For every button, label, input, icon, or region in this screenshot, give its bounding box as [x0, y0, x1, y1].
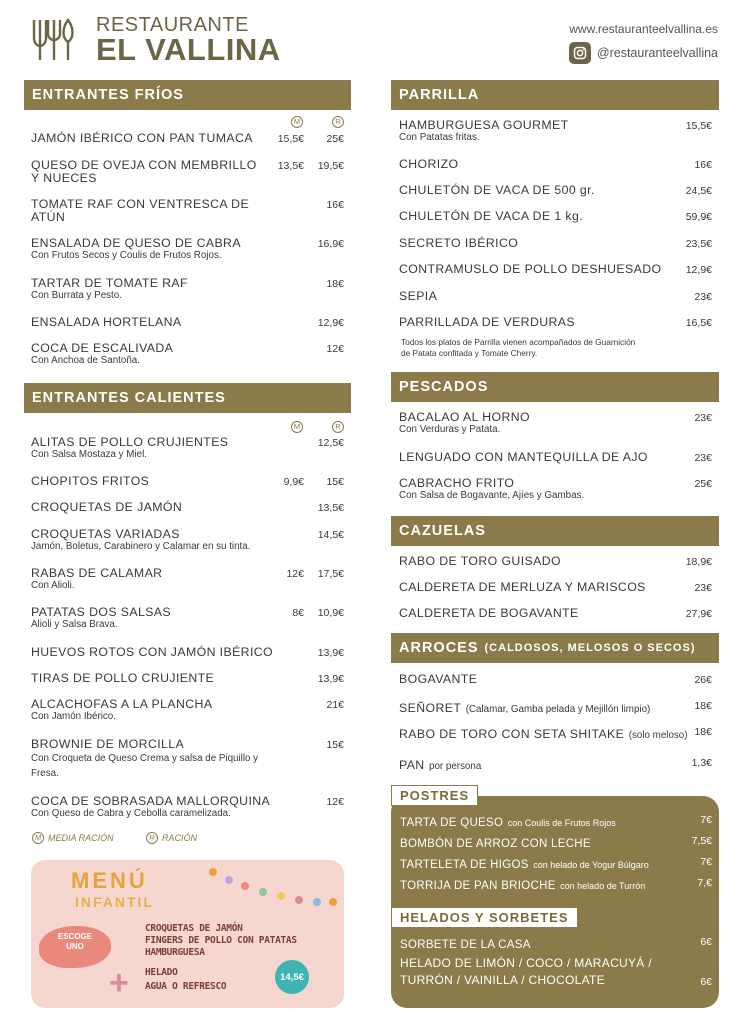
kids-menu-price: 14,5€ — [275, 960, 309, 994]
item-description: Con Salsa de Bogavante, Ajíes y Gambas. — [399, 490, 585, 501]
item-description-line2: Fresa. — [31, 768, 59, 779]
dessert-item — [400, 855, 712, 873]
legend-label: RACIÓN — [162, 833, 198, 843]
item-name: CALDERETA DE MERLUZA Y MARISCOS — [399, 580, 646, 594]
choose-one-label: ESCOGE UNO — [57, 932, 93, 951]
item-price-racion: 15€ — [326, 476, 344, 488]
item-price: 26€ — [694, 674, 712, 686]
menu-item — [399, 607, 579, 620]
menu-item — [399, 581, 646, 594]
item-name: CHORIZO — [399, 157, 459, 171]
menu-item — [399, 184, 595, 197]
item-name: BACALAO AL HORNO — [399, 410, 531, 424]
item-name: CHULETÓN DE VACA DE 500 gr. — [399, 183, 595, 197]
item-price: 15,5€ — [685, 120, 712, 132]
section-header-pescados — [391, 372, 719, 402]
item-price-racion: 14,5€ — [317, 529, 344, 541]
menu-item — [31, 159, 257, 185]
menu-item — [31, 501, 182, 514]
legend-media-racion — [32, 832, 114, 844]
item-name: CHULETÓN DE VACA DE 1 kg. — [399, 209, 584, 223]
item-name: TARTAR DE TOMATE RAF — [31, 276, 188, 290]
item-name: SEPIA — [399, 289, 438, 303]
racion-icon: R — [332, 421, 344, 433]
section-title: ARROCES — [399, 640, 479, 656]
item-description: (solo meloso) — [628, 730, 688, 741]
brand-subtitle: RESTAURANTE — [96, 14, 249, 36]
item-description: Con Verduras y Patata. — [399, 424, 501, 435]
item-name: CHOPITOS FRITOS — [31, 474, 150, 488]
item-price: 6€ — [700, 936, 712, 948]
item-description: con helado de Turrón — [560, 881, 646, 891]
menu-item — [399, 451, 648, 464]
item-description: Con Salsa Mostaza y Miel. — [31, 449, 147, 460]
item-name-line2: Y NUECES — [31, 171, 97, 185]
menu-item — [399, 158, 459, 171]
item-price-racion: 21€ — [326, 699, 344, 711]
brand-name: EL VALLINA — [96, 32, 281, 67]
item-price-racion: 13,9€ — [317, 647, 344, 659]
racion-icon: R — [146, 832, 158, 844]
kids-menu-subtitle: INFANTIL — [75, 894, 154, 910]
garland-bulb — [225, 876, 233, 884]
item-price: 12,9€ — [685, 264, 712, 276]
item-name: CROQUETAS VARIADAS — [31, 527, 180, 541]
menu-item — [31, 436, 228, 461]
media-racion-icon: M — [32, 832, 44, 844]
item-name: TOMATE RAF CON VENTRESCA DE — [31, 197, 250, 211]
garland-bulb — [259, 888, 267, 896]
item-name: ENSALADA HORTELANA — [31, 315, 182, 329]
item-price: 6€ — [700, 976, 712, 988]
item-description: Con Alioli. — [31, 580, 75, 591]
item-price: 59,9€ — [685, 211, 712, 223]
item-description: Con Jamón Ibérico. — [31, 711, 116, 722]
item-name: BOMBÓN DE ARROZ CON LECHE — [400, 838, 591, 850]
menu-item — [31, 795, 270, 820]
item-description: con helado de Yogur Búlgaro — [533, 860, 649, 870]
kids-option: CROQUETAS DE JAMÓN — [145, 923, 243, 934]
plus-icon: + — [109, 964, 129, 1002]
menu-item — [31, 237, 241, 262]
menu-item — [399, 725, 688, 743]
item-description: Jamón, Boletus, Carabinero y Calamar en su tinta. — [31, 541, 251, 552]
garland-bulb — [277, 892, 285, 900]
note-line: de Patata confitada y Tomate Cherry. — [401, 348, 538, 358]
dessert-item — [400, 956, 712, 987]
item-price-media: 9,9€ — [283, 476, 304, 488]
item-name: CALDERETA DE BOGAVANTE — [399, 606, 579, 620]
item-description: (Calamar, Gamba pelada y Mejillón limpio) — [465, 704, 651, 715]
item-price: 18,9€ — [685, 556, 712, 568]
item-price-racion: 17,5€ — [317, 568, 344, 580]
instagram-icon — [569, 42, 591, 64]
item-price-racion: 12,9€ — [317, 317, 344, 329]
item-price: 25€ — [694, 478, 712, 490]
item-name: RABAS DE CALAMAR — [31, 566, 163, 580]
kids-extra: HELADO — [145, 967, 178, 978]
item-name: SEÑORET — [399, 701, 462, 715]
item-price-racion: 13,9€ — [317, 673, 344, 685]
menu-item — [399, 263, 662, 276]
garland-bulb — [209, 868, 217, 876]
item-name: CONTRAMUSLO DE POLLO DESHUESADO — [399, 262, 662, 276]
item-description: Con Anchoa de Santoña. — [31, 355, 140, 366]
item-price: 23,5€ — [685, 238, 712, 250]
item-price: 7€ — [700, 814, 712, 826]
item-name: RABO DE TORO CON SETA SHITAKE — [399, 727, 625, 741]
item-price: 7€ — [700, 856, 712, 868]
item-name: SORBETE DE LA CASA — [400, 939, 531, 951]
kids-menu-card — [31, 860, 344, 1008]
item-name: ENSALADA DE QUESO DE CABRA — [31, 236, 241, 250]
item-price: 27,9€ — [685, 608, 712, 620]
garland-bulb — [313, 898, 321, 906]
dessert-item — [400, 876, 712, 894]
item-price-racion: 12,5€ — [317, 437, 344, 449]
item-name: COCA DE ESCALIVADA — [31, 341, 174, 355]
item-description: Con Patatas fritas. — [399, 132, 480, 143]
item-name: PARRILLADA DE VERDURAS — [399, 315, 575, 329]
item-name: JAMÓN IBÉRICO CON PAN TUMACA — [31, 131, 253, 145]
menu-item — [31, 606, 171, 631]
item-description: por persona — [429, 761, 482, 772]
menu-item — [399, 316, 575, 329]
item-name: COCA DE SOBRASADA MALLORQUINA — [31, 794, 271, 808]
menu-item — [399, 290, 437, 303]
dessert-item — [400, 935, 712, 953]
menu-item — [31, 316, 182, 329]
item-price-racion: 10,9€ — [317, 607, 344, 619]
item-price: 16,5€ — [685, 317, 712, 329]
kids-option: FINGERS DE POLLO CON PATATAS — [145, 935, 297, 946]
menu-item — [399, 756, 481, 774]
item-price: 23€ — [694, 582, 712, 594]
item-price: 1,3€ — [691, 757, 712, 769]
section-title: ENTRANTES CALIENTES — [32, 390, 226, 406]
section-header-parrilla — [391, 80, 719, 110]
item-price-racion: 19,5€ — [317, 160, 344, 172]
item-name: TIRAS DE POLLO CRUJIENTE — [31, 671, 215, 685]
restaurant-logo-icon — [26, 14, 82, 64]
item-name: CROQUETAS DE JAMÓN — [31, 500, 183, 514]
item-name: CABRACHO FRITO — [399, 476, 515, 490]
item-price: 23€ — [694, 291, 712, 303]
item-description: Con Frutos Secos y Coulis de Frutos Rojos. — [31, 250, 222, 261]
menu-item — [399, 210, 583, 223]
menu-item — [399, 477, 584, 502]
garland-bulb — [329, 898, 337, 906]
legend-racion — [146, 832, 197, 844]
item-name-line2: TURRÓN / VAINILLA / CHOCOLATE — [400, 973, 605, 987]
item-price-racion: 12€ — [326, 343, 344, 355]
menu-item — [31, 132, 253, 145]
item-name: PAN — [399, 758, 425, 772]
section-header-entrantes-calientes — [24, 383, 351, 413]
menu-item — [31, 475, 149, 488]
item-name: HUEVOS ROTOS CON JAMÓN IBÉRICO — [31, 645, 274, 659]
section-subtitle: (CALDOSOS, MELOSOS O SECOS) — [484, 642, 696, 654]
item-price: 24,5€ — [685, 185, 712, 197]
item-name: TARTELETA DE HIGOS — [400, 859, 529, 871]
media-racion-icon: M — [291, 116, 303, 128]
item-price: 7,€ — [697, 877, 712, 889]
parrilla-note — [401, 337, 635, 359]
menu-item — [31, 672, 214, 685]
item-price-media: 15,5€ — [277, 133, 304, 145]
item-name: QUESO DE OVEJA CON MEMBRILLO — [31, 158, 257, 172]
menu-item — [31, 646, 273, 659]
section-header-helados: HELADOS Y SORBETES — [391, 907, 578, 928]
item-description: Alioli y Salsa Brava. — [31, 619, 118, 630]
instagram-handle: @restauranteelvallina — [596, 46, 718, 60]
item-price-racion: 18€ — [326, 278, 344, 290]
item-name: ALCACHOFAS A LA PLANCHA — [31, 697, 213, 711]
kids-menu-title: MENÚ — [71, 868, 148, 893]
section-title: CAZUELAS — [399, 523, 486, 539]
item-name: RABO DE TORO GUISADO — [399, 554, 561, 568]
item-price-media: 12€ — [286, 568, 304, 580]
racion-icon: R — [332, 116, 344, 128]
item-price-racion: 12€ — [326, 796, 344, 808]
menu-item — [31, 198, 249, 224]
item-name: TORRIJA DE PAN BRIOCHE — [400, 880, 556, 892]
menu-item — [31, 567, 162, 592]
menu-item — [31, 342, 173, 367]
item-price-media: 8€ — [292, 607, 304, 619]
kids-extra: AGUA O REFRESCO — [145, 981, 227, 992]
garland-bulb — [241, 882, 249, 890]
media-racion-icon: M — [291, 421, 303, 433]
section-header-cazuelas — [391, 516, 719, 546]
item-name: TARTA DE QUESO — [400, 817, 504, 829]
garland-bulb — [295, 896, 303, 904]
item-price: 7,5€ — [691, 835, 712, 847]
item-price: 18€ — [694, 726, 712, 738]
dessert-item — [400, 813, 712, 831]
menu-item — [399, 411, 530, 436]
item-price: 16€ — [694, 159, 712, 171]
item-price: 18€ — [694, 700, 712, 712]
item-description: Con Burrata y Pesto. — [31, 290, 122, 301]
menu-item — [31, 528, 250, 553]
menu-item — [31, 738, 291, 781]
item-price-racion: 25€ — [326, 133, 344, 145]
item-description: Con Queso de Cabra y Cebolla caramelizada. — [31, 808, 231, 819]
item-name: PATATAS DOS SALSAS — [31, 605, 171, 619]
section-header-postres: POSTRES — [391, 785, 478, 806]
dessert-item — [400, 834, 712, 852]
menu-item — [399, 555, 561, 568]
item-price: 23€ — [694, 452, 712, 464]
section-header-entrantes-frios — [24, 80, 351, 110]
instagram-link[interactable] — [569, 42, 718, 64]
website-link[interactable]: www.restauranteelvallina.es — [569, 22, 718, 36]
menu-item — [31, 698, 212, 723]
item-name: HELADO DE LIMÓN / COCO / MARACUYÁ / — [400, 956, 652, 970]
section-title: PARRILLA — [399, 87, 480, 103]
item-name: ALITAS DE POLLO CRUJIENTES — [31, 435, 229, 449]
menu-item — [31, 277, 188, 302]
legend-label: MEDIA RACIÓN — [48, 833, 114, 843]
item-name: BOGAVANTE — [399, 672, 478, 686]
item-price-racion: 16€ — [326, 199, 344, 211]
section-title: PESCADOS — [399, 379, 489, 395]
menu-item — [399, 119, 569, 144]
item-name: LENGUADO CON MANTEQUILLA DE AJO — [399, 450, 648, 464]
item-price-media: 13,5€ — [277, 160, 304, 172]
item-price-racion: 15€ — [326, 739, 344, 751]
note-line: Todos los platos de Parrilla vienen acompañados de Guarnición — [401, 337, 636, 347]
item-name: HAMBURGUESA GOURMET — [399, 118, 569, 132]
menu-item — [399, 699, 650, 717]
item-name: SECRETO IBÉRICO — [399, 236, 519, 250]
section-title: ENTRANTES FRÍOS — [32, 87, 184, 103]
menu-item — [399, 673, 477, 686]
item-price: 23€ — [694, 412, 712, 424]
item-description: Con Croqueta de Queso Crema y salsa de Piquillo y — [31, 753, 259, 764]
item-price-racion: 13,5€ — [317, 502, 344, 514]
menu-item — [399, 237, 518, 250]
item-name-line2: ATÚN — [31, 210, 66, 224]
section-header-arroces — [391, 633, 719, 663]
item-description: con Coulis de Frutos Rojos — [507, 818, 616, 828]
item-price-racion: 16,9€ — [317, 238, 344, 250]
item-name: BROWNIE DE MORCILLA — [31, 737, 185, 751]
kids-option: HAMBURGUESA — [145, 947, 205, 958]
